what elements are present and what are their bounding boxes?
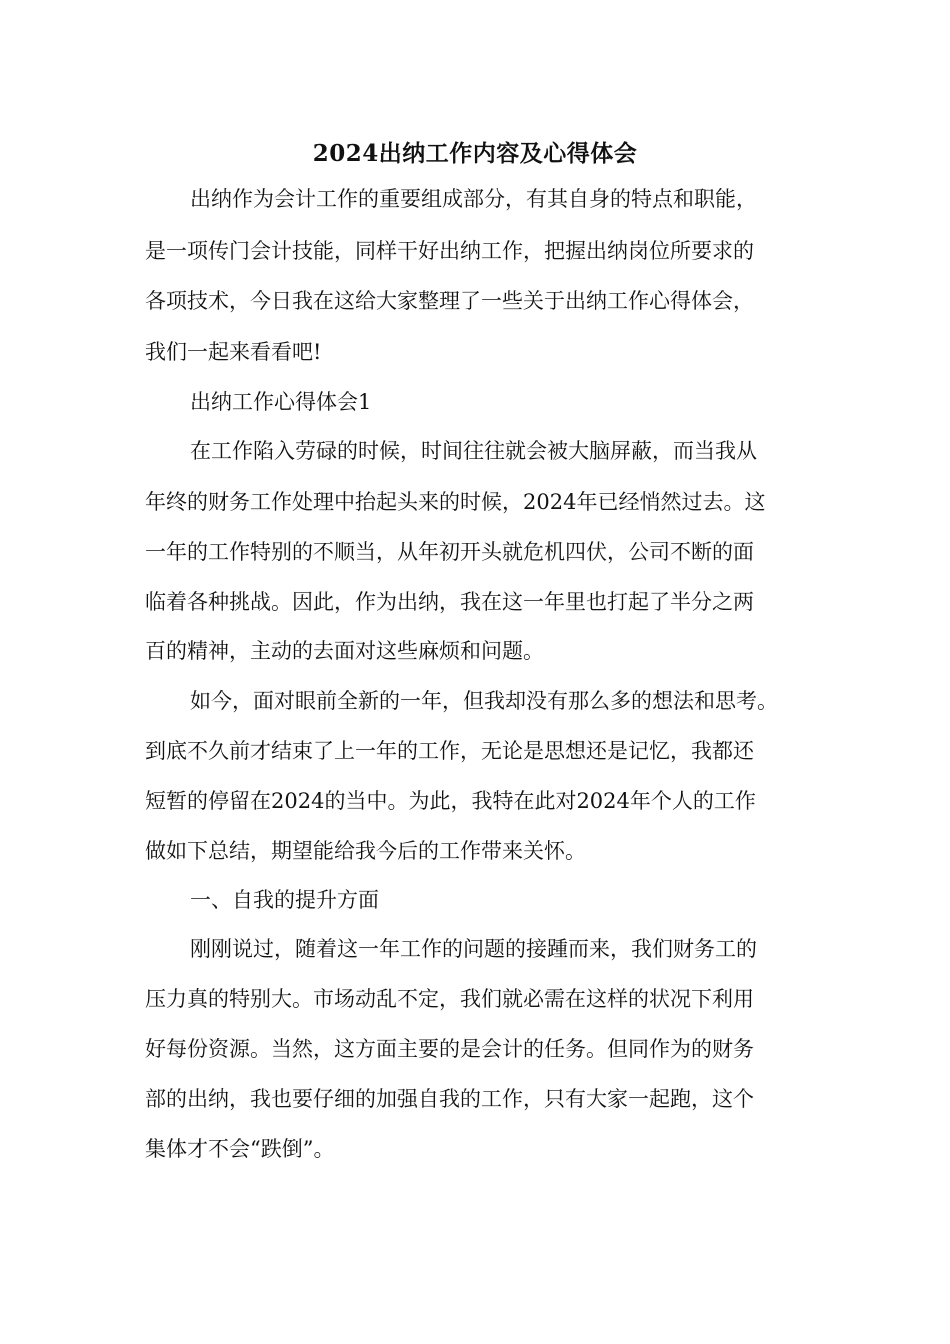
paragraph1-line-1: 在工作陷入劳碌的时候，时间往往就会被大脑屏蔽，而当我从	[190, 439, 757, 463]
paragraph2-line-4: 做如下总结，期望能给我今后的工作带来关怀。	[145, 839, 586, 863]
paragraph3-line-2: 压力真的特别大。市场动乱不定，我们就必需在这样的状况下利用	[145, 987, 754, 1011]
intro-line-2: 是一项传门会计技能，同样干好出纳工作，把握出纳岗位所要求的	[145, 239, 754, 263]
paragraph1-line-3: 一年的工作特别的不顺当，从年初开头就危机四伏，公司不断的面	[145, 540, 754, 564]
paragraph3-line-5: 集体才不会“跌倒”。	[145, 1137, 335, 1161]
paragraph3-line-1: 刚刚说过，随着这一年工作的问题的接踵而来，我们财务工的	[190, 937, 757, 961]
paragraph3-line-4: 部的出纳，我也要仔细的加强自我的工作，只有大家一起跑，这个	[145, 1087, 754, 1111]
paragraph1-line-5: 百的精神，主动的去面对这些麻烦和问题。	[145, 639, 544, 663]
intro-line-4: 我们一起来看看吧!	[145, 340, 322, 364]
page-title: 2024出纳工作内容及心得体会	[312, 140, 638, 167]
paragraph2-line-3: 短暂的停留在2024的当中。为此，我特在此对2024年个人的工作	[145, 789, 756, 813]
paragraph1-line-4: 临着各种挑战。因此，作为出纳，我在这一年里也打起了半分之两	[145, 590, 754, 614]
intro-line-1: 出纳作为会计工作的重要组成部分，有其自身的特点和职能，	[190, 187, 757, 211]
paragraph3-line-3: 好每份资源。当然，这方面主要的是会计的任务。但同作为的财务	[145, 1037, 754, 1061]
subheading: 一、自我的提升方面	[190, 888, 379, 912]
paragraph2-line-2: 到底不久前才结束了上一年的工作，无论是思想还是记忆，我都还	[145, 739, 754, 763]
intro-line-3: 各项技术，今日我在这给大家整理了一些关于出纳工作心得体会，	[145, 289, 754, 313]
paragraph2-line-1: 如今，面对眼前全新的一年，但我却没有那么多的想法和思考。	[190, 689, 778, 713]
section-heading: 出纳工作心得体会1	[190, 390, 372, 414]
paragraph1-line-2: 年终的财务工作处理中抬起头来的时候，2024年已经悄然过去。这	[145, 490, 766, 514]
